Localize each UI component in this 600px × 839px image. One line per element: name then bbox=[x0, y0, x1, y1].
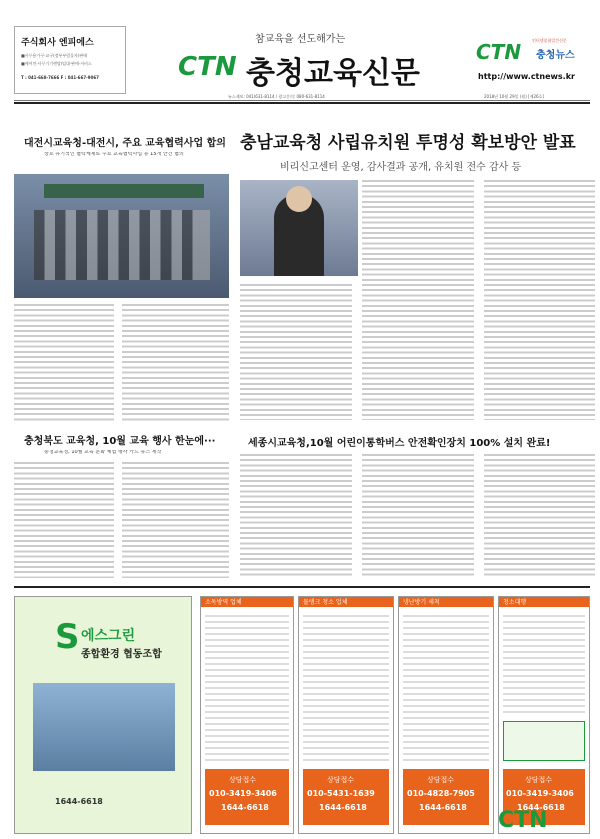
c4-label: 상담접수 bbox=[525, 776, 553, 784]
issue-date: 2018년 10월 29일 (월) [제26호] bbox=[484, 94, 544, 99]
c3-phone2: 1644-6618 bbox=[419, 803, 467, 812]
lead-photo bbox=[240, 180, 358, 276]
lead-body-col3 bbox=[484, 180, 595, 420]
story-sejong[interactable] bbox=[240, 430, 595, 580]
ad4-head: 냉난방기 세척 bbox=[399, 597, 493, 607]
c3-label: 상담접수 bbox=[427, 776, 455, 784]
story1-subtitle: 상호 유기적인 협력체제로 주요 교육협력사업 등 15개 안건 협의 bbox=[44, 152, 184, 157]
story2-title: 충청북도 교육청, 10월 교육 행사 한눈에··· bbox=[24, 436, 216, 447]
story3-title: 세종시교육청,10월 어린이통학버스 안전확인장치 100% 설치 완료! bbox=[248, 438, 551, 449]
story3-body-col3 bbox=[484, 454, 595, 578]
c1-label: 상담접수 bbox=[229, 776, 257, 784]
footer-logo: CTN bbox=[498, 808, 548, 833]
story1-title: 대전시교육청-대전시, 주요 교육협력사업 합의 bbox=[24, 138, 226, 149]
ad5-body bbox=[503, 615, 585, 715]
story1-body-col2 bbox=[122, 304, 229, 422]
lead-subtitle: 비리신고센터 운영, 감사결과 공개, 유치원 전수 감사 등 bbox=[280, 162, 522, 173]
ad-esgreen-main[interactable] bbox=[14, 596, 192, 834]
c2-phone: 010-5431-1639 bbox=[307, 789, 375, 798]
c3-phone: 010-4828-7905 bbox=[407, 789, 475, 798]
ad-watertank[interactable] bbox=[298, 596, 394, 834]
lead-title: 충남교육청 사립유치원 투명성 확보방안 발표 bbox=[240, 133, 576, 153]
right-logo: CTN bbox=[476, 40, 522, 64]
left-tel: T : 041-668-7666 F : 041-667-9067 bbox=[21, 75, 99, 80]
photo-banner bbox=[44, 184, 204, 198]
story3-body-col2 bbox=[362, 454, 474, 578]
main-logo[interactable]: CTN bbox=[178, 52, 237, 82]
story2-body-col2 bbox=[122, 462, 229, 578]
ad5-logo-box bbox=[503, 721, 585, 761]
left-line-2: ■에어컨·사무기기렌탈/임대·판매·서비스 bbox=[21, 61, 92, 66]
story2-subtitle: 충청교육청, 10월 교육 문화 체험 행사 카드 뉴스 제작 bbox=[44, 450, 162, 455]
c4-phone: 010-3419-3406 bbox=[506, 789, 574, 798]
ad4-body bbox=[403, 615, 489, 761]
ad-section-rule bbox=[14, 586, 590, 588]
ad1-tel[interactable]: 1644-6618 bbox=[55, 797, 103, 806]
c4-phone2: 1644-6618 bbox=[517, 803, 565, 812]
contact3-box[interactable] bbox=[403, 769, 489, 825]
contact2-box[interactable] bbox=[303, 769, 389, 825]
ad5-head: 청소대행 bbox=[499, 597, 589, 607]
left-line-1: ■사무용가구·교구(정부부럼물자)판매 bbox=[21, 53, 88, 58]
esgreen-s-icon: S bbox=[55, 617, 80, 657]
ad-cleaning[interactable] bbox=[498, 596, 590, 834]
photo-people bbox=[34, 210, 210, 280]
right-url[interactable]: http://www.ctnews.kr bbox=[478, 72, 575, 81]
story1-body-col1 bbox=[14, 304, 114, 422]
ad3-body bbox=[303, 615, 389, 761]
right-name: 충청뉴스 bbox=[536, 50, 575, 61]
contact-phones: 뉴스제보: 041)631-8114 / 광고문의: 080-631-8114 bbox=[228, 94, 325, 99]
story-lead[interactable] bbox=[240, 110, 595, 422]
header-rule bbox=[14, 102, 590, 104]
paper-title: 충청교육신문 bbox=[246, 56, 420, 91]
ad1-photo bbox=[33, 683, 175, 771]
ad-disinfection[interactable] bbox=[200, 596, 294, 834]
c2-phone2: 1644-6618 bbox=[319, 803, 367, 812]
tagline: 참교육을 선도해가는 bbox=[255, 34, 346, 45]
story3-body-col1 bbox=[240, 454, 352, 578]
masthead-rule bbox=[14, 100, 590, 101]
lead-body-col1 bbox=[240, 284, 352, 420]
story-daejeon[interactable] bbox=[14, 132, 229, 424]
lead-body-col2 bbox=[362, 180, 474, 420]
right-sub: 인터넷종합일간신문 bbox=[532, 38, 567, 43]
c1-phone: 010-3419-3406 bbox=[209, 789, 277, 798]
c2-label: 상담접수 bbox=[327, 776, 355, 784]
masthead-left-ad[interactable] bbox=[14, 26, 126, 94]
ad2-body bbox=[205, 615, 289, 761]
c1-phone2: 1644-6618 bbox=[221, 803, 269, 812]
story-chungbuk[interactable] bbox=[14, 430, 229, 580]
story2-body-col1 bbox=[14, 462, 114, 578]
story1-photo bbox=[14, 174, 229, 298]
ad-aircon[interactable] bbox=[398, 596, 494, 834]
ad2-head: 소독방역 업체 bbox=[201, 597, 293, 607]
ad1-title: 종합환경 협동조합 bbox=[81, 649, 162, 660]
contact1-box[interactable] bbox=[205, 769, 289, 825]
masthead-right-ad[interactable] bbox=[474, 32, 590, 84]
ad1-name: 에스그린 bbox=[81, 628, 136, 644]
left-company-name: 주식회사 엔피에스 bbox=[21, 38, 94, 48]
masthead bbox=[0, 0, 600, 100]
ad3-head: 물탱크 청소 업체 bbox=[299, 597, 393, 607]
speaker-head bbox=[286, 186, 312, 212]
